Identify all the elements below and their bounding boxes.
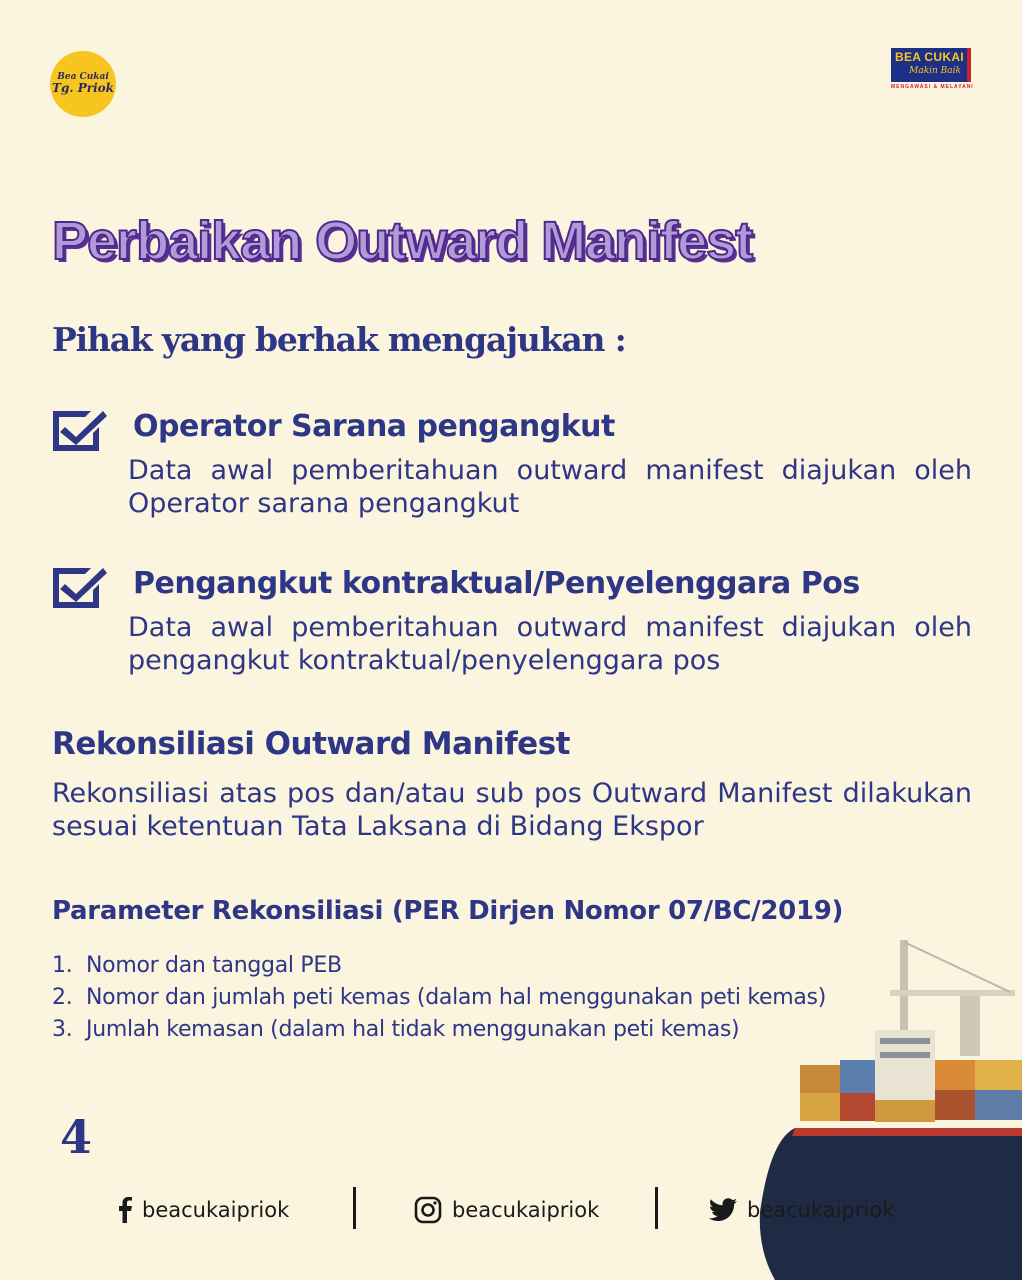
- logo-left-line1: Bea Cukai: [57, 71, 109, 82]
- list-text: Jumlah kemasan (dalam hal tidak menggunakan peti kemas): [86, 1017, 740, 1042]
- item-body-operator: Data awal pemberitahuan outward manifest diajukan oleh Operator sarana pengangkut: [128, 455, 972, 519]
- item-heading-pengangkut: Pengangkut kontraktual/Penyelenggara Pos: [133, 566, 860, 601]
- footer-facebook[interactable]: [118, 1190, 289, 1230]
- parameters-list: [52, 950, 826, 1046]
- list-item: [52, 950, 826, 982]
- instagram-icon: [414, 1196, 442, 1224]
- list-text: Nomor dan jumlah peti kemas (dalam hal menggunakan peti kemas): [86, 985, 826, 1010]
- item-heading-operator: Operator Sarana pengangkut: [133, 409, 615, 444]
- bea-cukai-brand-logo: [891, 48, 973, 92]
- item-body-pengangkut: Data awal pemberitahuan outward manifest diajukan oleh pengangkut kontraktual/penyelenggara pos: [128, 612, 972, 676]
- logo-left-line2: Tg. Priok: [52, 81, 114, 96]
- twitter-icon: [709, 1198, 737, 1222]
- logo-right-tagline: MENGAWASI & MELAYANI: [891, 84, 974, 90]
- list-text: Nomor dan tanggal PEB: [86, 953, 342, 978]
- list-number: 3.: [52, 1017, 73, 1042]
- checkbox-check-icon: [51, 409, 107, 453]
- parameters-heading: Parameter Rekonsiliasi (PER Dirjen Nomor 07/BC/2019): [52, 896, 844, 926]
- instagram-handle: beacukaipriok: [452, 1198, 600, 1222]
- logo-right-sub: Makin Baik: [909, 66, 961, 76]
- footer-twitter[interactable]: [709, 1190, 894, 1230]
- footer-divider: [353, 1187, 356, 1229]
- reconciliation-body: Rekonsiliasi atas pos dan/atau sub pos Outward Manifest dilakukan sesuai ketentuan Tata Laksana di Bidang Ekspor: [52, 778, 972, 842]
- facebook-handle: beacukaipriok: [142, 1198, 290, 1222]
- bea-cukai-priok-logo: [50, 51, 116, 117]
- list-item: [52, 982, 826, 1014]
- checkbox-check-icon: [51, 566, 107, 610]
- list-item: [52, 1014, 826, 1046]
- page-title: Perbaikan Outward Manifest: [52, 211, 753, 271]
- footer-divider: [655, 1187, 658, 1229]
- reconciliation-heading: Rekonsiliasi Outward Manifest: [52, 726, 570, 762]
- list-number: 1.: [52, 953, 73, 978]
- page-subtitle: Pihak yang berhak mengajukan :: [52, 320, 626, 359]
- twitter-handle: beacukaipriok: [747, 1198, 895, 1222]
- list-number: 2.: [52, 985, 73, 1010]
- page-number: 4: [60, 1110, 93, 1164]
- facebook-icon: [118, 1197, 132, 1223]
- footer-instagram[interactable]: [414, 1190, 599, 1230]
- logo-right-main: BEA CUKAI: [895, 50, 964, 64]
